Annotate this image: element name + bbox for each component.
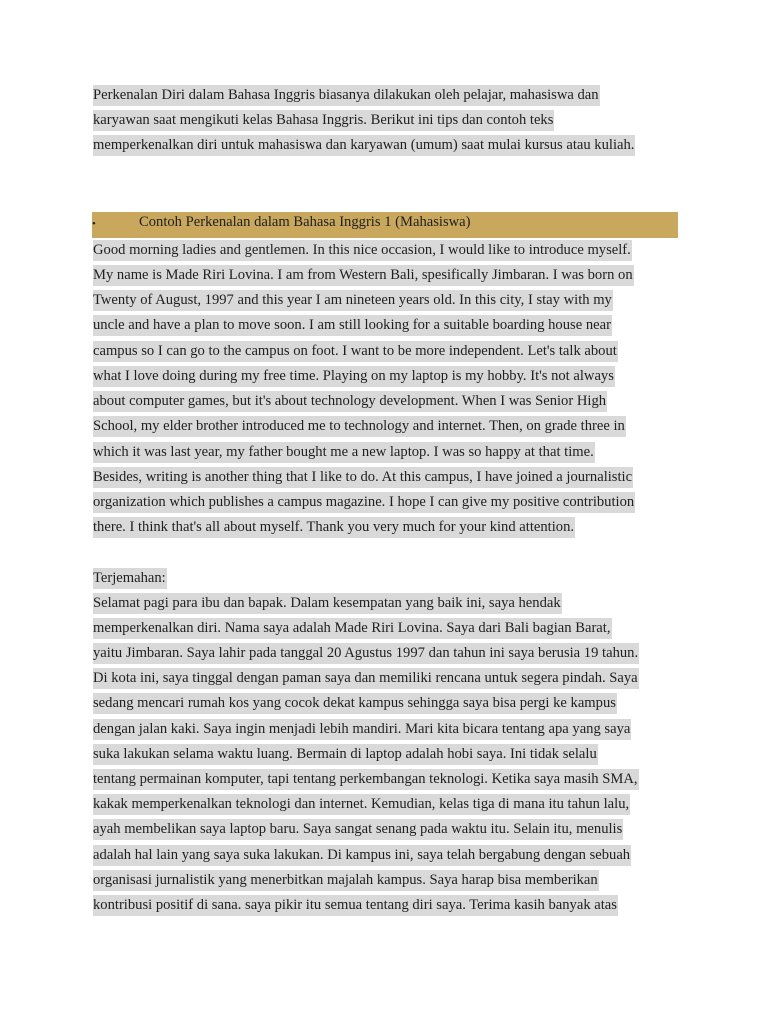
section-heading: Contoh Perkenalan dalam Bahasa Inggris 1 (Mahasiswa) bbox=[139, 214, 471, 230]
bullet-icon: • bbox=[92, 218, 96, 230]
translation-line: ayah membelikan saya laptop baru. Saya sangat senang pada waktu itu. Selain itu, menulis bbox=[93, 819, 623, 840]
english-line: what I love doing during my free time. Playing on my laptop is my hobby. It's not always bbox=[93, 366, 615, 387]
english-line: which it was last year, my father bought me a new laptop. I was so happy at that time. bbox=[93, 442, 595, 463]
english-line: about computer games, but it's about technology development. When I was Senior High bbox=[93, 391, 607, 412]
translation-line: Selamat pagi para ibu dan bapak. Dalam kesempatan yang baik ini, saya hendak bbox=[93, 593, 562, 614]
intro-line: karyawan saat mengikuti kelas Bahasa Inggris. Berikut ini tips dan contoh teks bbox=[93, 110, 554, 131]
translation-line: suka lakukan selama waktu luang. Bermain di laptop adalah hobi saya. Ini tidak selalu bbox=[93, 744, 598, 765]
translation-line: tentang permainan komputer, tapi tentang perkembangan teknologi. Ketika saya masih SMA, bbox=[93, 769, 639, 790]
translation-line: sedang mencari rumah kos yang cocok dekat kampus sehingga saya bisa pergi ke kampus bbox=[93, 693, 617, 714]
intro-line: Perkenalan Diri dalam Bahasa Inggris biasanya dilakukan oleh pelajar, mahasiswa dan bbox=[93, 85, 600, 106]
translation-line: dengan jalan kaki. Saya ingin menjadi lebih mandiri. Mari kita bicara tentang apa yang saya bbox=[93, 719, 631, 740]
english-line: there. I think that's all about myself. Thank you very much for your kind attention. bbox=[93, 517, 575, 538]
english-line: uncle and have a plan to move soon. I am still looking for a suitable boarding house near bbox=[93, 315, 612, 336]
translation-line: kakak memperkenalkan teknologi dan internet. Kemudian, kelas tiga di mana itu tahun lalu, bbox=[93, 794, 630, 815]
translation-line: yaitu Jimbaran. Saya lahir pada tanggal 20 Agustus 1997 dan tahun ini saya berusia 19 tahun. bbox=[93, 643, 639, 664]
english-line: My name is Made Riri Lovina. I am from Western Bali, spesifically Jimbaran. I was born on bbox=[93, 265, 634, 286]
translation-line: kontribusi positif di sana. saya pikir itu semua tentang diri saya. Terima kasih banyak atas bbox=[93, 895, 618, 916]
translation-line: adalah hal lain yang saya suka lakukan. Di kampus ini, saya telah bergabung dengan sebuah bbox=[93, 845, 631, 866]
english-line: Good morning ladies and gentlemen. In this nice occasion, I would like to introduce myself. bbox=[93, 240, 632, 261]
intro-line: memperkenalkan diri untuk mahasiswa dan karyawan (umum) saat mulai kursus atau kuliah. bbox=[93, 135, 635, 156]
english-line: Besides, writing is another thing that I like to do. At this campus, I have joined a journalistic bbox=[93, 467, 633, 488]
english-line: campus so I can go to the campus on foot. I want to be more independent. Let's talk about bbox=[93, 341, 618, 362]
translation-line: organisasi jurnalistik yang menerbitkan majalah kampus. Saya harap bisa memberikan bbox=[93, 870, 599, 891]
translation-line: Di kota ini, saya tinggal dengan paman saya dan memiliki rencana untuk segera pindah. Saya bbox=[93, 668, 639, 689]
translation-label: Terjemahan: bbox=[93, 568, 167, 589]
english-line: organization which publishes a campus magazine. I hope I can give my positive contribution bbox=[93, 492, 635, 513]
english-line: Twenty of August, 1997 and this year I am nineteen years old. In this city, I stay with my bbox=[93, 290, 613, 311]
translation-line: memperkenalkan diri. Nama saya adalah Made Riri Lovina. Saya dari Bali bagian Barat, bbox=[93, 618, 612, 639]
english-line: School, my elder brother introduced me to technology and internet. Then, on grade three in bbox=[93, 416, 626, 437]
